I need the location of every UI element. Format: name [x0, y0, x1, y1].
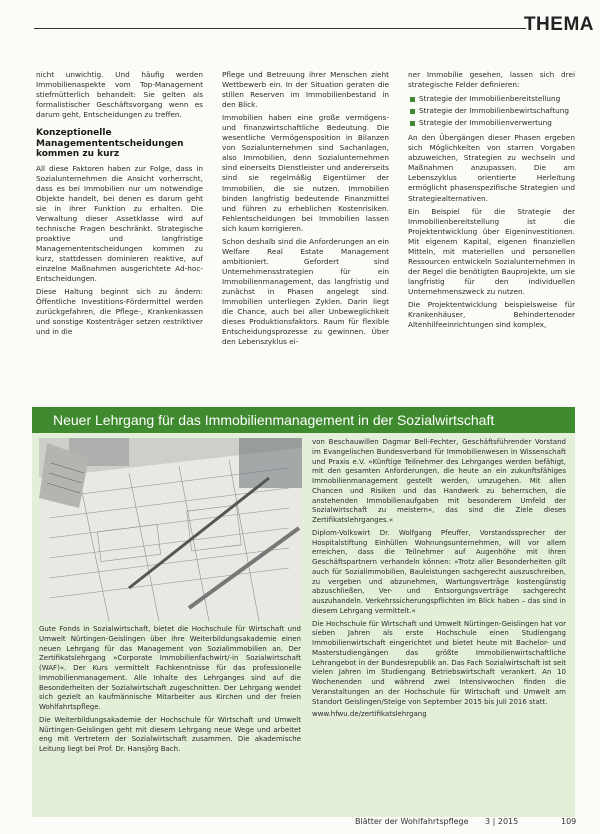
paragraph: Die Projektentwicklung beispielsweise für Krankenhäuser, Behindertenoder Altenhilfeeinrichtungen sind komplex, [408, 299, 575, 330]
paragraph: Diplom-Volkswirt Dr. Wolfgang Pfeuffer, Vorstandssprecher der Hospitalstiftung Einhüllen Wohnungsunternehmen, will vor allem erreichen, dass die Teilnehmer auf Augenhöhe mit ihren Geschäftspartnern verhandeln können: »Trotz aller Besonderheiten gilt auch für Sozialimmobilien, Bauleistungen sachgerecht auszuschreiben, zu vergeben und abzunehmen, Wartungsverträge kostengünstig abzuschließen, Ver- und Entsorgungsverträge sachgerecht auszuhandeln. Verkehrssicherungspflichten im Blick haben – das sind in diesem Lehrgang vermittelt.« [312, 528, 566, 615]
info-box-right-text [312, 438, 566, 723]
paragraph: Ein Beispiel für die Strategie der Immobilienbereitstellung ist die Projektentwicklung über Eigeninvestitionen. Mit eigenem Kapital, eigenen finanziellen Mitteln, mit materiellen und personellen Ressourcen entwickeln Sozialunternehmen in der Regel die benötigten Bauprojekte, um sie langfristig für den individuellen Unternehmenszweck zu nutzen. [408, 206, 575, 296]
strategy-list [408, 94, 575, 128]
paragraph: An den Übergängen dieser Phasen ergeben sich Möglichkeiten von starren Vorgaben abzuweichen, Strategien zu wechseln und Maßnahmen anzupassen. Die am Lebenszyklus orientierte Herleitung ermöglicht phasenspezifische Strategien und Strategiealternativen. [408, 133, 575, 203]
strategy-list-item: Strategie der Immobilienverwertung [419, 118, 575, 128]
article-column-3 [408, 70, 575, 350]
info-box [32, 407, 575, 817]
subheading: Konzeptionelle Managemententscheidungen kommen zu kurz [36, 128, 184, 160]
paragraph: Die Hochschule für Wirtschaft und Umwelt Nürtingen-Geislingen hat vor sieben Jahren als erste Hochschule einen Studiengang Immobilienwirtschaft eingerichtet und bietet heute mit Bachelor- und Masterstudiengängen das größte Immobilienwirtschaftliche Lehrangebot in der Bundesrepublik an. Das Fach Sozialwirtschaft ist seit vielen Jahren im Studiengang Betriebswirtschaft verankert. An 10 Wochenenden und während zwei Intensivwochen finden die Veranstaltungen an der Hochschule für Wirtschaft und Umwelt am Standort Geislingen/Steige von September 2015 bis Juli 2016 statt. [312, 619, 566, 706]
header-rule [34, 28, 526, 29]
paragraph: Immobilien haben eine große vermögens- und finanzwirtschaftliche Bedeutung. Die wesentliche Vermögensposition in Bilanzen von Sozialunternehmen sind Sachanlagen, also Immobilien, denn Sozialunternehmen sind einerseits Dienstleister und andererseits sind sie regelmäßig Eigentümer der Immobilien, die sie nutzen. Immobilien binden langfristig bedeutende Finanzmittel und führen zu erheblichen Kostenrisiken. Fehlentscheidungen bei Immobilien lassen sich kaum korrigieren. [222, 113, 389, 233]
info-box-title: Neuer Lehrgang für das Immobilienmanagement in der Sozialwirtschaft [32, 407, 575, 433]
article-body [36, 70, 576, 350]
web-link[interactable]: www.hfwu.de/zertifikatslehrgang [312, 710, 427, 719]
article-column-1 [36, 70, 203, 350]
issue-number: 3 | 2015 [485, 817, 519, 826]
journal-name: Blätter der Wohlfahrtspflege [355, 817, 469, 826]
section-label: THEMA [523, 14, 594, 35]
info-box-left-text [39, 625, 301, 758]
article-column-2 [222, 70, 389, 350]
page-number: 109 [561, 817, 577, 826]
paragraph: Die Weiterbildungsakademie der Hochschule für Wirtschaft und Umwelt Nürtingen-Geislingen geht mit diesem Lehrgang neue Wege und arbeitet eng mit Vertretern der Sozialwirtschaft zusammen. Die akademische Leitung liegt bei Prof. Dr. Hansjörg Bach. [39, 715, 301, 753]
strategy-list-item: Strategie der Immobilienbewirtschaftung [419, 106, 575, 116]
paragraph: All diese Faktoren haben zur Folge, dass in Sozialunternehmen die Ansicht vorherrscht, dass es bei Immobilien nur um notwendige Objekte handelt, bei denen es darum geht sie in ihrer Funktion zu erhalten. Die Verwaltung dieser Assetklasse wird auf technische Fragen beschränkt. Strategische proaktive und langfristige Managemententscheidungen kommen zu kurz, stattdessen dominieren reaktive, auf einzelne Maßnahmen ausgerichtete Ad-hoc-Entscheidungen. [36, 163, 203, 284]
paragraph: Gute Fonds in Sozialwirtschaft, bietet die Hochschule für Wirtschaft und Umwelt Nürtingen-Geislingen über ihre Weiterbildungsakademie einen neuen Lehrgang für das Management von Sozialimmobilien an. Der Zertifikatslehrgang »Corporate Immobilienfachwirt/-in Sozialwirtschaft (WAF)«. Der Kurs vermittelt Fachkenntnisse für das professionelle Immobilienmanagement. Alle Inhalte des Lehrganges sind auf die Besonderheiten der Sozialwirtschaft zugeschnitten. Der Lehrgang wendet sich gezielt an kaufmännische Mitarbeiter aus Kirchen und der freien Wohlfahrtspflege. [39, 625, 301, 711]
paragraph: von Beschauwillen Dagmar Bell-Fechter, Geschäftsführender Vorstand im Evangelischen Bundesverband für Immobilienwesen in Wissenschaft und Praxis e.V. »Künftige Teilnehmer des Lehrganges werden befähigt, mit den gesamten Anforderungen, die heute an ein zukunftsfähiges Immobilienmanagement gestellt werden, umzugehen. Mit allen Chancen und Risiken und das Handwerk zu beherrschen, die anstehenden Immobilienaufgaben mit besonderem Umfeld der Sozialwirtschaft zu meistern«, das sind die Ziele dieses Zertifikatslehrganges.« [312, 438, 566, 524]
paragraph: Schon deshalb sind die Anforderungen an ein Welfare Real Estate Management ambitioniert. Gefordert sind Unternehmensstrategien für ein Immobilienmanagement, das langfristig und zunächst in Phasen angelegt sind. Immobilien unterliegen Zyklen. Darin liegt die Chance, auch bei aller Unbeweglichkeit dieses Produktionsfaktors. Raum für flexible Entscheidungsprozesse zu gewinnen. Über den Lebenszyklus ei- [222, 236, 389, 347]
blueprint-photo [39, 438, 302, 621]
strategy-list-item: Strategie der Immobilienbereitstellung [419, 94, 575, 104]
paragraph: nicht unwichtig. Und häufig werden Immobilienaspekte vom Top-Management stiefmütterlich behandelt: Sie gelten als formalistischer Geschäftsvorgang wenn es darum geht, Entscheidungen zu treffen. [36, 70, 203, 120]
paragraph: Diese Haltung beginnt sich zu ändern: Öffentliche Investitions-Fördermittel werden zurückgefahren, die Pflege-, Krankenkassen und sonstige Kostenträger setzen restriktiver und in die [36, 287, 203, 337]
paragraph: ner Immobilie gesehen, lassen sich drei strategische Felder definieren: [408, 70, 575, 90]
paragraph: Pflege und Betreuung ihrer Menschen zieht Wettbewerb ein. In der Situation geraten die stillen Reserven im Immobilienbestand in den Blick. [222, 70, 389, 110]
